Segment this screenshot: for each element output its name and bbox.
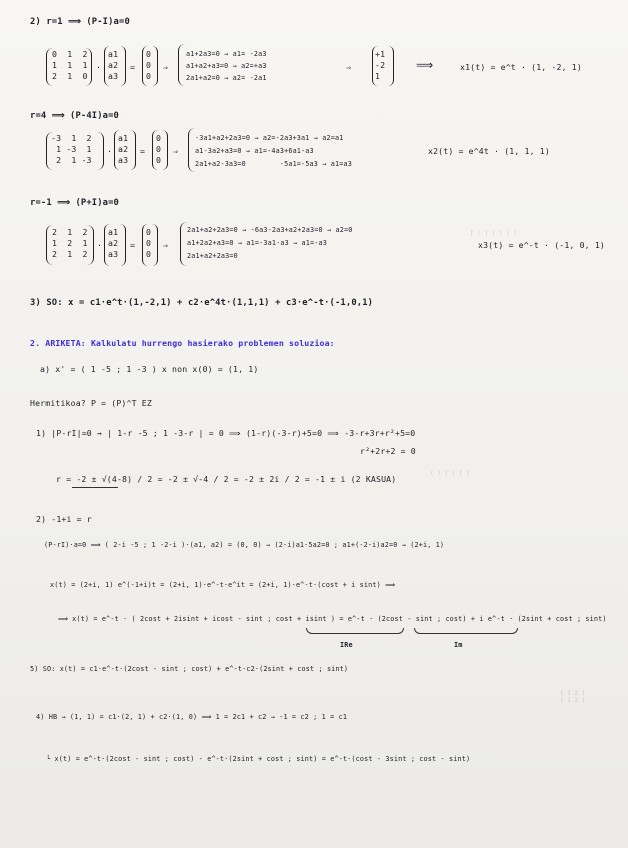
matrix-p-minus-4i-entries: -3 1 2 1 -3 1 2 1 -3 (51, 133, 92, 165)
implies-arrow: ⇒ (163, 240, 169, 250)
fraction-bar (72, 487, 118, 488)
equals-sign: = (140, 146, 146, 156)
characteristic-polynomial: r²+2r+2 = 0 (360, 446, 416, 456)
dot-operator: · (96, 62, 102, 72)
system-brace (178, 44, 185, 86)
system-r4: -3a1+a2+2a3=0 → a2=-2a3+3a1 → a2=a1 a1-3a2+a3=0 → a1=-4a3+6a1-a3 2a1+a2-3a3=0 -5a1=-5a3 → a1=a3 (195, 134, 352, 168)
system-brace (188, 128, 195, 172)
case-r4-heading: r=4 ⟹ (P-4I)a=0 (30, 111, 120, 121)
case-complex-root: 2) -1+i = r (36, 514, 92, 524)
dot-operator: · (107, 146, 113, 156)
system-brace (180, 222, 187, 266)
imag-part-label: Im (454, 641, 463, 649)
big-arrow: ⟹ (416, 58, 434, 72)
dot-operator: · (97, 240, 103, 250)
bleed-through-marks: ( 1 2 ) ( 1 2 ) (560, 690, 586, 704)
problem-statement: a) x' = ( 1 -5 ; 1 -3 ) x non x(0) = (1, 1) (40, 364, 259, 374)
solution-x1: x1(t) = e^t · (1, -2, 1) (460, 62, 582, 72)
exercise-2-title: 2. ARIKETA: Kalkulatu hurrengo hasierako problemen soluzioa: (30, 338, 335, 348)
eigenvector-complex: (P-rI)·a=0 ⟹ ( 2-i -5 ; 1 -2-i )·(a1, a2) = (0, 0) → (2-i)a1-5a2=0 ; a1+(-2-i)a2=0 → (2+i, 1) (44, 541, 445, 549)
eigenvector-r1-entries: +1 -2 1 (375, 49, 386, 81)
equals-sign: = (130, 240, 136, 250)
bleed-through-marks: ∫ ( ) ( ) ( ) (470, 230, 517, 237)
vector-a-entries: a1 a2 a3 (108, 49, 119, 81)
zero-vector-entries: 0 0 0 (146, 49, 152, 81)
matrix-p-minus-i-entries: 0 1 2 1 1 1 2 1 0 (52, 49, 88, 81)
eigenvalue-formula: r = -2 ± √(4-8) / 2 = -2 ± √-4 / 2 = -2 ± 2i / 2 = -1 ± i (2 KASUA) (56, 474, 397, 484)
vector-a-entries: a1 a2 a3 (108, 227, 119, 259)
real-part-brace (306, 628, 404, 634)
vector-a-entries: a1 a2 a3 (118, 133, 129, 165)
case-r-minus1-heading: r=-1 ⟹ (P+I)a=0 (30, 198, 120, 208)
implies-arrow: ⇒ (173, 146, 179, 156)
imag-part-brace (414, 628, 518, 634)
complex-solution-expansion: x(t) = (2+i, 1) e^(-1+i)t = (2+i, 1)·e^-t·e^it = (2+i, 1)·e^-t·(cost + i sint) ⟹ (50, 581, 396, 589)
solution-x3: x3(t) = e^-t · (-1, 0, 1) (478, 240, 605, 250)
real-part-label: IRe (340, 641, 353, 649)
system-r1: a1+2a3=0 → a1= -2a3 a1+a2+a3=0 → a2=+a3 2a1+a2=0 → a2= -2a1 (186, 50, 267, 82)
initial-condition: 4) HB → (1, 1) = c1·(2, 1) + c2·(1, 0) ⟹ 1 = 2c1 + c2 → -1 = c2 ; 1 = c1 (36, 713, 348, 721)
characteristic-equation: 1) |P-rI|=0 → | 1-r -5 ; 1 -3-r | = 0 ⟹ (1-r)(-3-r)+5=0 ⟹ -3-r+3r+r²+5=0 (36, 428, 416, 438)
particular-solution: └ x(t) = e^-t·(2cost - sint ; cost) - e^-t·(2sint + cost ; sint) = e^-t·(cost - 3sint ; cost - sint) (46, 755, 471, 763)
system-r-minus1: 2a1+a2+2a3=0 → -6a3-2a3+a2+2a3=0 → a2=0 a1+2a2+a3=0 → a1=-3a1-a3 → a1=-a3 2a1+a2+2a3=0 (187, 226, 353, 260)
general-solution: 3) SO: x = c1·e^t·(1,-2,1) + c2·e^4t·(1,1,1) + c3·e^-t·(-1,0,1) (30, 298, 374, 308)
zero-vector-entries: 0 0 0 (156, 133, 162, 165)
real-imag-split: ⟹ x(t) = e^-t · ( 2cost + 2isint + icost - sint ; cost + isint ) = e^-t · (2cost - sint ; cost) + i e^-t · (2sint + cost ; sint) (58, 615, 607, 623)
implies-arrow: ⇒ (163, 62, 169, 72)
general-complex-solution: 5) SO: x(t) = c1·e^-t·(2cost - sint ; cost) + e^-t·c2·(2sint + cost ; sint) (30, 665, 349, 673)
equals-sign: = (130, 62, 136, 72)
matrix-p-plus-i-entries: 2 1 2 1 2 1 2 1 2 (52, 227, 88, 259)
hermitian-check: Hermitikoa? P = (P)^T EZ (30, 398, 152, 408)
implies-arrow: ⇒ (346, 62, 352, 72)
case-r1-heading: 2) r=1 ⟹ (P-I)a=0 (30, 17, 130, 27)
zero-vector-entries: 0 0 0 (146, 227, 152, 259)
solution-x2: x2(t) = e^4t · (1, 1, 1) (428, 146, 550, 156)
bleed-through-marks: ( ) ( ) ( ) (430, 470, 470, 477)
